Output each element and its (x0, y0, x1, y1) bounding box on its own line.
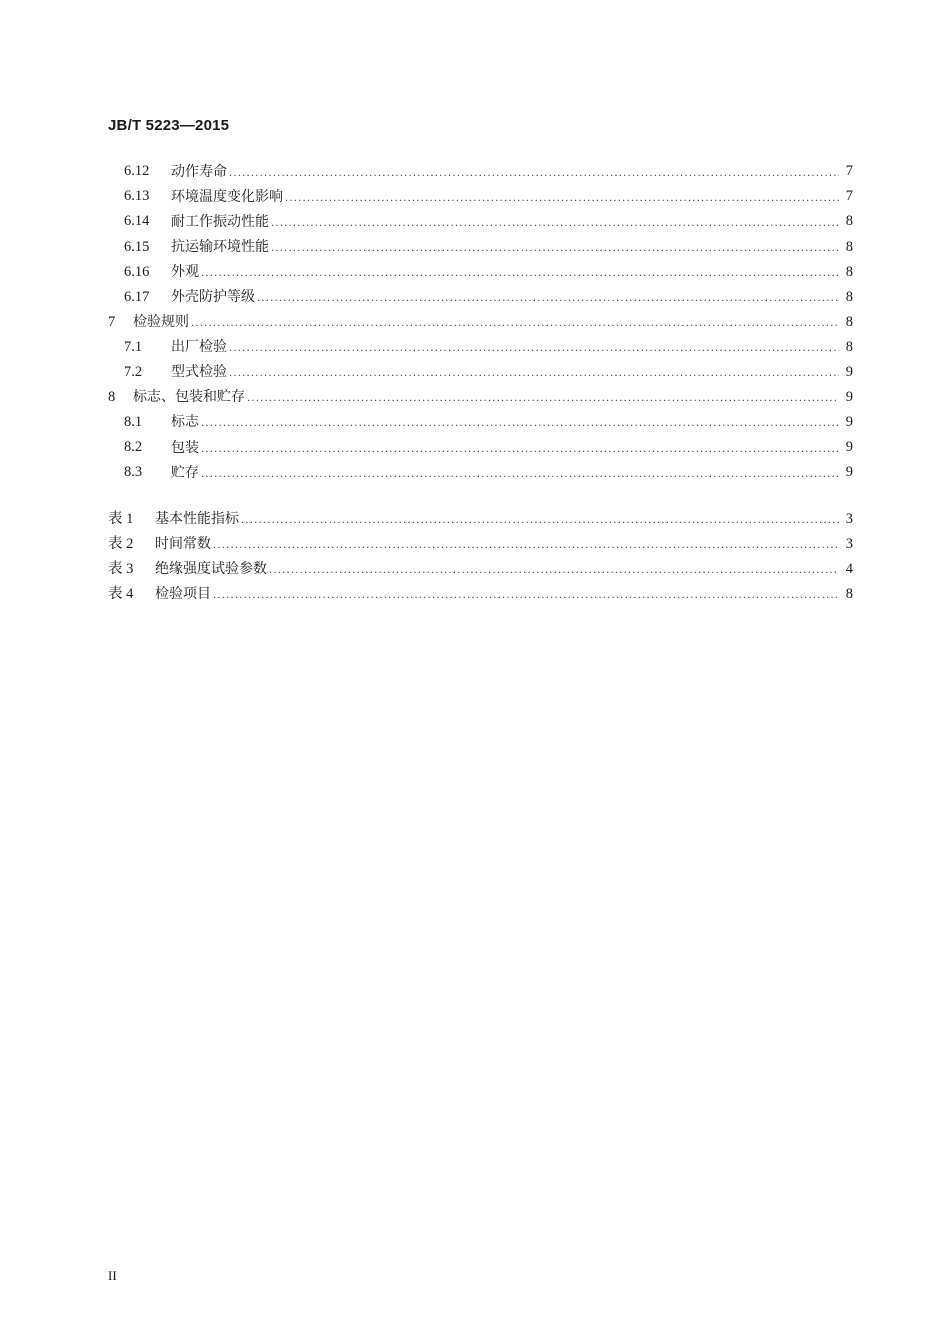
toc-entry-page: 7 (845, 163, 853, 180)
toc-entry-page: 8 (845, 213, 853, 230)
toc-entry-title: 外壳防护等级 (171, 289, 255, 306)
toc-entry-number: 6.15 (124, 238, 150, 255)
table-entry-title: 检验项目 (155, 586, 211, 603)
dot-leader (213, 591, 839, 601)
toc-entry-number: 8.3 (124, 464, 143, 481)
dot-leader (229, 369, 839, 379)
dot-leader (257, 294, 839, 304)
toc-entry-title: 外观 (171, 263, 199, 280)
dot-leader (191, 319, 839, 329)
toc-entry-page: 8 (845, 263, 853, 280)
table-list-entry[interactable] (108, 582, 853, 607)
toc-entry[interactable] (108, 410, 853, 435)
toc-entry[interactable] (108, 360, 853, 385)
toc-entry[interactable] (108, 435, 853, 460)
toc-entry[interactable] (108, 234, 853, 259)
table-entry-page: 4 (845, 560, 853, 577)
toc-entry[interactable] (108, 184, 853, 209)
toc-entry-number: 6.16 (124, 263, 150, 280)
toc-entry-page: 8 (845, 288, 853, 305)
table-entry-title: 绝缘强度试验参数 (155, 560, 267, 577)
toc-entry[interactable] (108, 284, 853, 309)
table-list-entry[interactable] (108, 506, 853, 531)
toc-entry-number: 6.12 (124, 163, 150, 180)
toc-entry-title: 标志 (171, 414, 199, 431)
dot-leader (229, 344, 839, 354)
toc-entry[interactable] (108, 159, 853, 184)
toc-entry-title: 检验规则 (133, 314, 189, 331)
toc-entry-page: 8 (845, 313, 853, 330)
toc-entry-page: 7 (845, 188, 853, 205)
toc-entry-page: 8 (845, 238, 853, 255)
toc-entry[interactable] (108, 259, 853, 284)
toc-entry-page: 8 (845, 338, 853, 355)
toc-entry-page: 9 (845, 414, 853, 431)
toc-entry-number: 7.2 (124, 364, 143, 381)
toc-entry-title: 出厂检验 (171, 339, 227, 356)
dot-leader (271, 219, 839, 229)
dot-leader (247, 394, 839, 404)
toc-entry-number: 8.1 (124, 414, 143, 431)
toc-entry-number: 8 (108, 389, 116, 406)
page-number: II (108, 1268, 117, 1283)
toc-entry-title: 动作寿命 (171, 163, 227, 180)
table-entry-number: 表 3 (108, 560, 134, 577)
dot-leader (285, 194, 839, 204)
toc-entry-number: 6.17 (124, 288, 150, 305)
toc-entry-number: 7 (108, 313, 116, 330)
toc-entry-title: 耐工作振动性能 (171, 213, 269, 230)
table-list-entry[interactable] (108, 556, 853, 581)
toc-entry-title: 环境温度变化影响 (171, 188, 283, 205)
toc-entry[interactable] (108, 385, 853, 410)
dot-leader (201, 445, 839, 455)
table-entry-page: 3 (845, 535, 853, 552)
toc-entry-page: 9 (845, 464, 853, 481)
toc-entry-page: 9 (845, 364, 853, 381)
table-entry-title: 时间常数 (155, 535, 211, 552)
toc-entry-page: 9 (845, 389, 853, 406)
table-of-contents (108, 159, 853, 607)
toc-entry-title: 贮存 (171, 464, 199, 481)
table-entry-number: 表 1 (108, 510, 134, 527)
table-entry-page: 3 (845, 510, 853, 527)
dot-leader (229, 169, 839, 179)
toc-entry-page: 9 (845, 439, 853, 456)
table-entry-number: 表 4 (108, 585, 134, 602)
toc-entry-title: 包装 (171, 439, 199, 456)
toc-entry-number: 6.13 (124, 188, 150, 205)
toc-entry[interactable] (108, 460, 853, 485)
toc-entry-number: 6.14 (124, 213, 150, 230)
toc-entry-title: 标志、包装和贮存 (133, 389, 245, 406)
dot-leader (269, 566, 839, 576)
toc-entry-number: 7.1 (124, 338, 143, 355)
toc-entry-number: 8.2 (124, 439, 143, 456)
document-code: JB/T 5223—2015 (108, 117, 230, 134)
table-entry-page: 8 (845, 585, 853, 602)
section-gap (108, 485, 853, 506)
dot-leader (271, 244, 839, 254)
dot-leader (241, 516, 839, 526)
toc-entry-title: 抗运输环境性能 (171, 238, 269, 255)
toc-entry-title: 型式检验 (171, 364, 227, 381)
table-list-entry[interactable] (108, 531, 853, 556)
toc-entry[interactable] (108, 209, 853, 234)
toc-entry[interactable] (108, 310, 853, 335)
toc-entry[interactable] (108, 335, 853, 360)
dot-leader (201, 470, 839, 480)
dot-leader (213, 541, 839, 551)
dot-leader (201, 419, 839, 429)
dot-leader (201, 269, 839, 279)
table-entry-title: 基本性能指标 (155, 510, 239, 527)
table-entry-number: 表 2 (108, 535, 134, 552)
